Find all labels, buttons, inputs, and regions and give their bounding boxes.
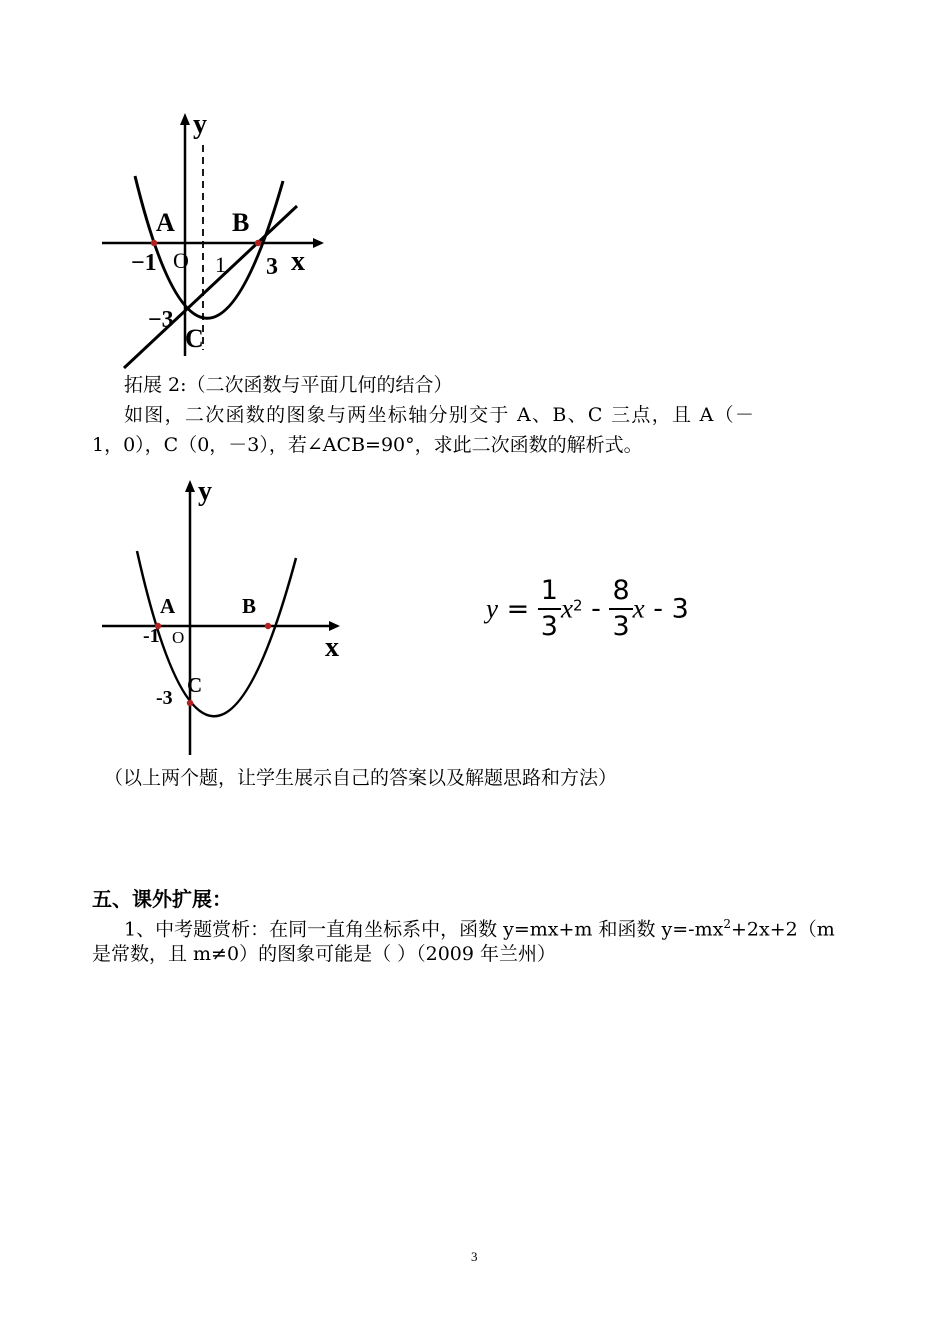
answer-formula bbox=[486, 574, 689, 644]
fig1-tick-neg1: −1 bbox=[131, 250, 157, 276]
fig1-x-arrow bbox=[313, 238, 324, 248]
figure1-graph bbox=[90, 100, 340, 375]
formula-constant: 3 bbox=[671, 593, 689, 625]
fig2-x-arrow bbox=[329, 621, 340, 631]
question-line1-text: 1、中考题赏析：在同一直角坐标系中，函数 y=mx+m 和函数 y=-mx bbox=[124, 918, 724, 941]
fig2-point-c-dot bbox=[187, 700, 193, 706]
formula-x-squared: x bbox=[560, 593, 573, 624]
fig2-tick-neg1: -1 bbox=[143, 625, 160, 647]
section5-question-line2: 是常数，且 m≠0）的图象可能是（ ）（2009 年兰州） bbox=[92, 943, 556, 965]
question-exponent: 2 bbox=[723, 917, 731, 931]
formula-minus-1: - bbox=[591, 593, 601, 625]
fig2-label-b: B bbox=[242, 594, 257, 618]
fig2-label-a: A bbox=[160, 594, 176, 618]
fig2-tick-neg3: -3 bbox=[156, 687, 173, 709]
fig2-label-c: C bbox=[187, 673, 203, 697]
fig1-label-b: B bbox=[232, 208, 250, 237]
fig2-y-arrow bbox=[185, 480, 195, 492]
fig1-tick-neg3: −3 bbox=[148, 307, 174, 333]
fig1-x-label: x bbox=[291, 246, 305, 277]
fig2-origin: O bbox=[172, 628, 185, 647]
fig1-tick-3: 3 bbox=[266, 254, 278, 280]
fig1-point-b-dot bbox=[255, 240, 261, 246]
section5-heading: 五、课外扩展： bbox=[92, 887, 232, 911]
fig2-x-label: x bbox=[325, 632, 339, 663]
fraction1-denominator: 3 bbox=[540, 611, 558, 642]
fig1-label-c: C bbox=[185, 324, 204, 353]
fig1-point-a-dot bbox=[151, 240, 157, 246]
fraction2-denominator: 3 bbox=[612, 611, 630, 642]
discussion-note: （以上两个题，让学生展示自己的答案以及解题思路和方法） bbox=[104, 767, 618, 789]
formula-exponent: 2 bbox=[572, 596, 583, 615]
question-line1-tail: +2x+2（m bbox=[730, 918, 835, 941]
fig1-label-a: A bbox=[156, 208, 175, 237]
formula-equals: = bbox=[506, 593, 530, 625]
fig2-point-b-dot bbox=[265, 623, 271, 629]
fig1-tick-1: 1 bbox=[215, 252, 226, 277]
figure2-graph bbox=[95, 475, 350, 760]
formula-fraction-1 bbox=[538, 574, 561, 644]
extension2-title: 拓展 2:（二次函数与平面几何的结合） bbox=[124, 374, 453, 396]
fig1-y-label: y bbox=[193, 109, 207, 140]
formula-y: y bbox=[486, 593, 498, 624]
formula-minus-2: - bbox=[653, 593, 663, 625]
page-number: 3 bbox=[471, 1249, 478, 1264]
fig1-origin: O bbox=[173, 248, 189, 273]
fig1-y-arrow bbox=[180, 113, 190, 125]
extension2-line1: 如图，二次函数的图象与两坐标轴分别交于 A、B、C 三点，且 A（－ bbox=[124, 404, 756, 426]
extension2-line2: 1，0），C（0，－3），若∠ACB=90°，求此二次函数的解析式。 bbox=[92, 434, 643, 456]
fraction2-numerator: 8 bbox=[609, 574, 632, 610]
fraction1-numerator: 1 bbox=[538, 574, 561, 610]
formula-fraction-2 bbox=[609, 574, 632, 644]
formula-x: x bbox=[632, 593, 645, 624]
fig2-y-label: y bbox=[198, 476, 212, 507]
fig1-parabola bbox=[135, 176, 283, 318]
